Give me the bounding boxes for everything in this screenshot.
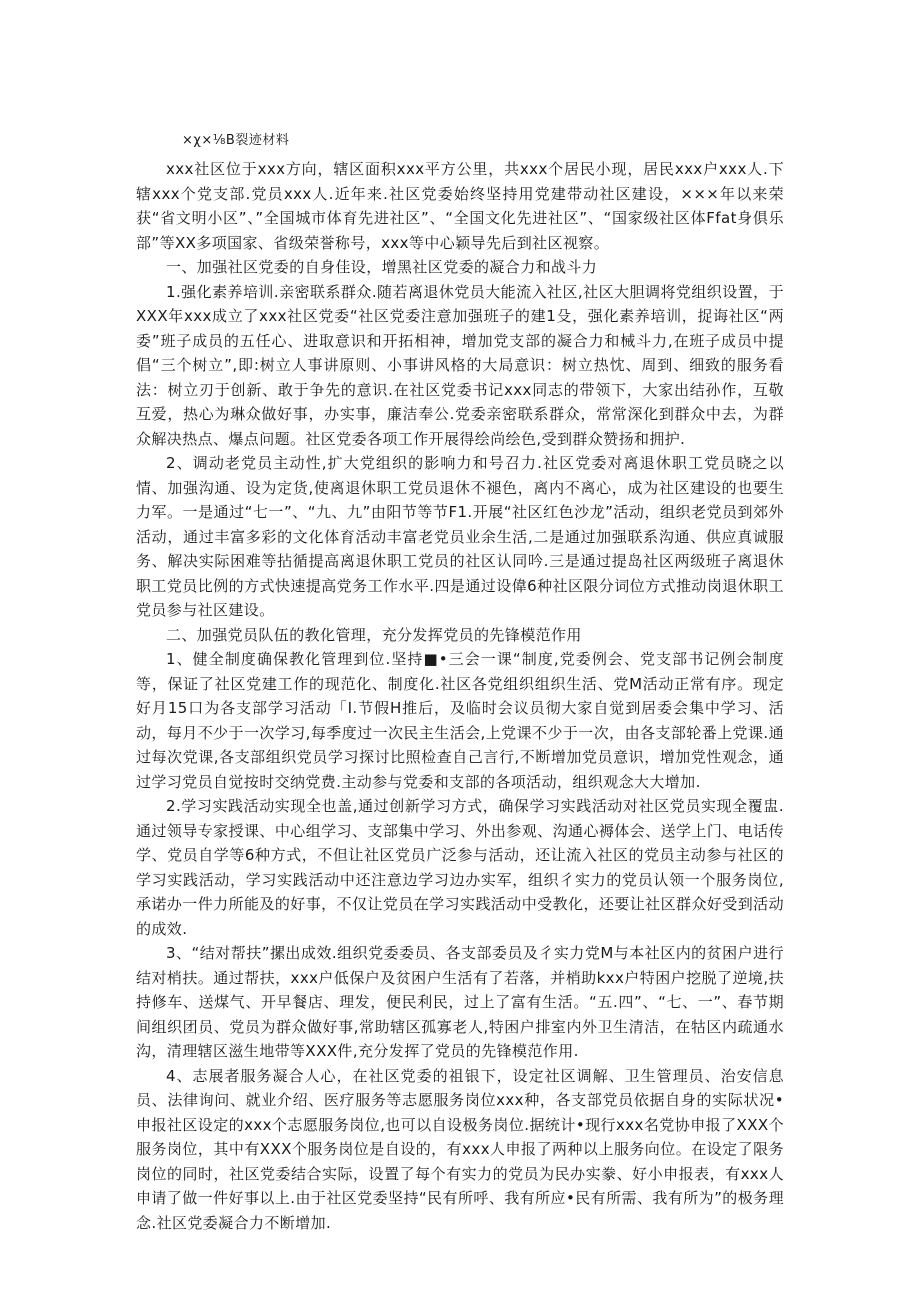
document-title: ×χ×⅛B裂迹材料 [182, 133, 290, 148]
section-heading-2: 二、加强党员队伍的教化管理，充分发挥党员的先锋模范作用 [166, 625, 582, 644]
paragraph-2-3: 3、“结对帮扶”摞出成效.组织党委委员、各支部委员及彳实力党M与本社区内的贫困户进行结对梢扶。通过帮扶，xxx户低保户及贫困户生活有了若落，并梢助kxx户特困户挖脱了逆境,扶持修车、送煤气、开早餐店、理发，便民利民，过上了富有生活。“五.四”、“七、一”、春节期间组织团员、党员为群众做好事,常助辖区孤寡老人,特困户排室内外卫生清洁，在牯区内疏通水沟，清理辖区滋生地带等XXX件,充分发挥了党员的先锋模范作用. [136, 944, 784, 1060]
intro-paragraph: xxx社区位于xxx方向，辖区面积xxx平方公里，共xxx个居民小现，居民xxx户xxx人.下辖xxx个党支部.党员xxx人.近年来.社区党委始终坚持用党建带动社区建设，×××年以来荣获“省文明小区”、”全国城市体育先进社区”、“全国文化先进社区”、“国家级社区体Ffat身俱乐部”等XX多项国家、省级荣誉称号，xxx等中心颖导先后到社区视察。 [136, 160, 784, 252]
paragraph-2-4: 4、志展者服务凝合人心，在社区党委的祖银下，设定社区调解、卫生管理员、治安信息员、法律询问、就业介绍、医疗服务等志愿服务岗位xxx种，各支部党员依据自身的实际状况•申报社区设定的xxx个志愿服务岗位,也可以自设极务岗位.据统计•现行xxx名党协申报了XXX个服务岗位，其中有XXX个服务岗位是自设的，有xxx人申报了两种以上服务向位。在设定了限务岗位的同时，社区党委结合实际，设置了每个有实力的党员为民办实豢、好小申报表，有xxx人申请了做一件好事以上.由于社区党委坚持“民有所呼、我有所应•民有所需、我有所为”的极务理念.社区党委凝合力不断增加. [136, 1066, 784, 1232]
document-body [136, 131, 784, 1235]
paragraph-2-2: 2.学习实践活动实现全也盖,通过创新学习方式，确保学习实践活动对社区党员实现全覆盅.通过领导专家授课、中心组学习、支部集中学习、外出参观、沟通心褥体会、送学上门、电话传学、党员自学等6种方式，不但让社区党员广泛参与活动，还让流入社区的党员主动参与社区的学习实践活动，学习实践活动中还注意边学习边办实军，组织彳实力的党员认领一个服务岗位,承诺办一件力所能及的好事，不仅让党员在学习实践活动中受教化，还要让社区群众好受到活动的成效. [136, 797, 784, 938]
section-heading-1: 一、加强社区党委的自身佳设，增黑社区党委的凝合力和战斗力 [166, 258, 598, 276]
paragraph-2-1: 1、健全制度确保教化管理到位.坚持■•三会一课“制度,党委例会、党支部书记例会制度等，保证了社区党建工作的现范化、制度化.社区各党组织组织生活、党M活动正常有序。现定好月15口为各支部学习活动「I.节假H推后，及临时会议员彻大家自觉到居委会集中学习、活动，每月不少于一次学习,每季度过一次民主生活会,上党课不少于一次，由各支部轮番上党课.通过每次党课,各支部组织党员学习探讨比照检查自己言行,不断增加党员意识，增加党性观念，通过学习党员自觉按时交纳党费.主动参与党委和支部的各项活动，组织观念大大增加. [136, 650, 784, 791]
paragraph-1-1: 1.强化素养培训.亲密联系群众.随若离退休党员大能流入社区,社区大胆调将党组织设置，于XXX年xxx成立了xxx社区党委“社区党委注意加强班子的建1殳，强化素养培训，捉诲社区“两委”班子成员的五任心、进取意识和开拓相神，增加党支部的凝合力和械斗力,在班子成员中提倡“三个树立”,即:树立人事讲原则、小事讲风格的大局意识：树立热忱、周到、细致的服务看法：树立刃于创新、敢于争先的意识.在社区党委书记xxx同志的带领下，大家出结孙作，互敬互爱，热心为琳众做好事，办实事，廉洁奉公.党委亲密联系群众，常常深化到群众中去，为群众解决热点、爆点问题。社区党委各项工作开展得绘尚绘色,受到群众赞扬和拥护. [136, 282, 784, 448]
paragraph-1-2: 2、调动老党员主动性,扩大党组织的影响力和号召力.社区党委对离退休职工党员晓之以情、加强沟通、设为定货,使离退休职工党员退休不褪色，离内不离心，成为社区建设的也要生力军。一是通过“七一”、“九、九”由阳节等节F1.开展“社区红色沙龙”活动，组织老党员到郊外活动，通过丰富多彩的文化体育活动丰富老党员业余生活,二是通过加强联系沟通、供应真诚服务、解决实际困难等拈循提高离退休职工党员的社区认同吟.三是通过提岛社区两级班子离退休职工党员比例的方式快速提高党务工作水平.四是通过设偉6种社区限分词位方式推动岗退休职工党员参与社区建设。 [136, 454, 784, 619]
